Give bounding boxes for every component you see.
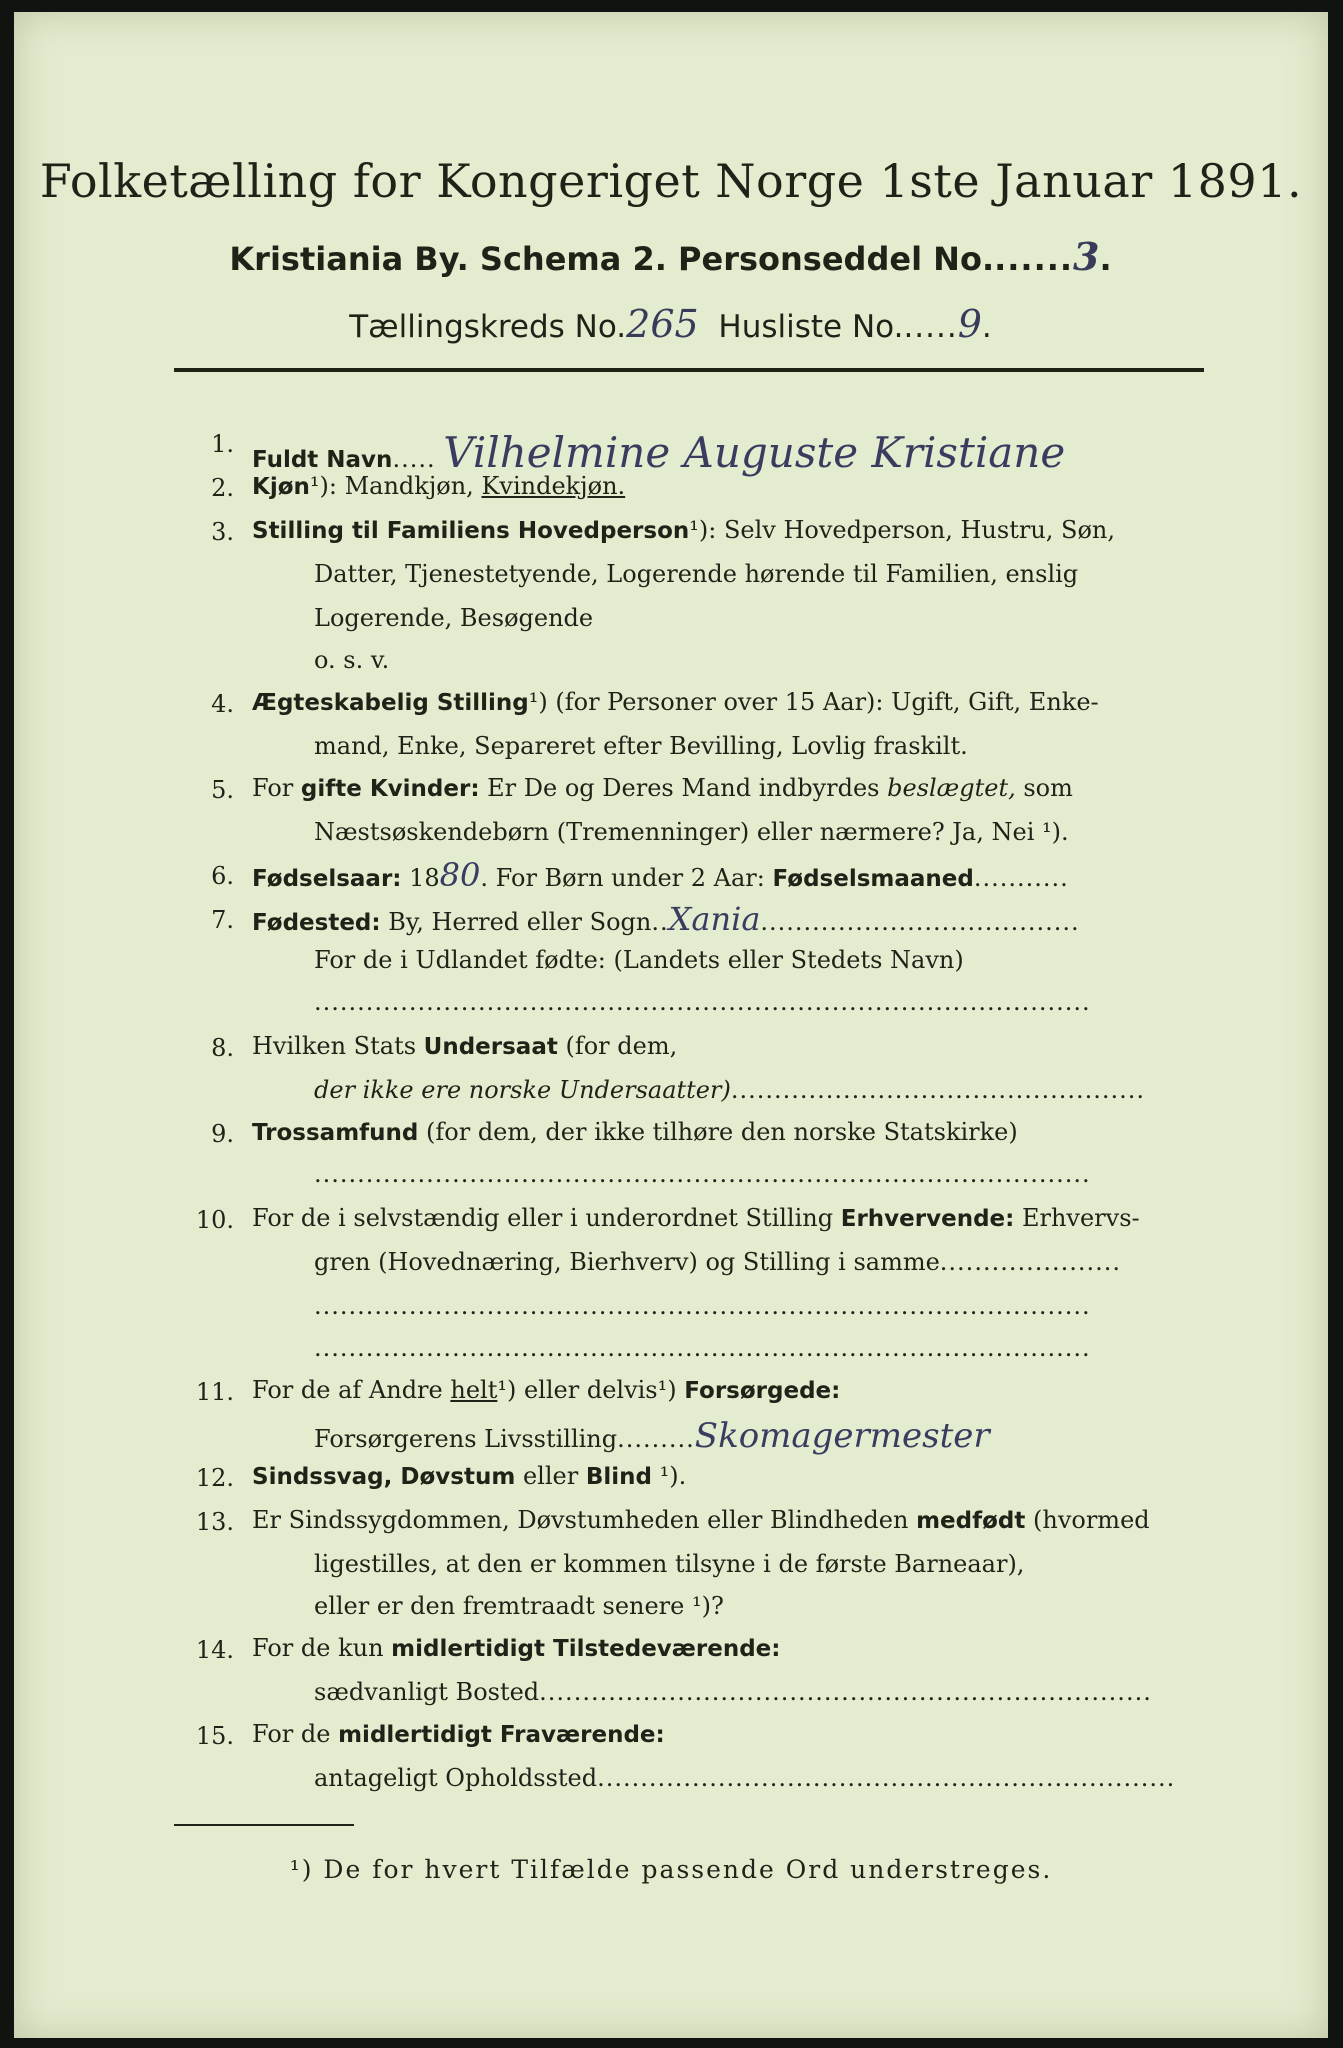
item-marital-status: Ægteskabelig Stilling¹) (for Personer over 15 Aar): Ugift, Gift, Enke- — [252, 688, 1099, 716]
item-number: 4. — [211, 690, 234, 718]
item-continuation: Datter, Tjenestetyende, Logerende hørende til Familien, enslig — [314, 560, 1079, 588]
item-dependents: For de af Andre helt¹) eller delvis¹) Forsørgede: — [252, 1376, 841, 1404]
item-continuation: eller er den fremtraadt senere ¹)? — [314, 1592, 724, 1620]
census-form-page — [14, 12, 1328, 2038]
schema-line: Kristiania By. Schema 2. Personseddel No. — [229, 240, 995, 278]
kreds-label: Tællingskreds No. — [349, 309, 627, 345]
form-title: Folketælling for Kongeriget Norge 1ste Januar 1891. — [39, 154, 1303, 208]
item-continuation: Forsørgerens Livsstilling.........Skomagermester — [314, 1416, 990, 1456]
footnote: ¹) De for hvert Tilfælde passende Ord understreges. — [289, 1855, 1053, 1884]
item-number: 1. — [211, 430, 234, 458]
item-continuation: mand, Enke, Separeret efter Bevilling, Lovlig fraskilt. — [314, 732, 968, 760]
item-continuation: gren (Hovednæring, Bierhverv) og Stilling i samme..................... — [314, 1248, 1122, 1276]
item-religion: Trossamfund (for dem, der ikke tilhøre den norske Statskirke) — [252, 1118, 1018, 1146]
item-number: 7. — [211, 906, 234, 934]
item-number: 13. — [195, 1508, 234, 1536]
item-continuation: Næstsøskendebørn (Tremenninger) eller nærmere? Ja, Nei ¹). — [314, 818, 1069, 846]
kreds-line: Tællingskreds No.265 Husliste No......9. — [349, 302, 993, 346]
item-birth-year: Fødselsaar: 1880. For Børn under 2 Aar: Fødselsmaaned........... — [252, 856, 1069, 894]
item-continuation: Logerende, Besøgende — [314, 604, 594, 632]
item-family-position: Stilling til Familiens Hovedperson¹): Selv Hovedperson, Hustru, Søn, — [252, 516, 1116, 544]
item-number: 15. — [195, 1722, 234, 1750]
handwritten-provider-occupation: Skomagermester — [694, 1416, 990, 1456]
item-continuation: der ikke ere norske Undersaatter)................................................ — [314, 1076, 1146, 1104]
item-label: Sindssvag, Døvstum — [252, 1464, 516, 1490]
item-label: Trossamfund — [252, 1120, 419, 1146]
item-sex: Kjøn¹): Mandkjøn, Kvindekjøn. — [252, 472, 626, 500]
underlined-answer: helt — [450, 1376, 498, 1404]
item-label: Undersaat — [423, 1034, 558, 1060]
item-number: 3. — [211, 518, 234, 546]
handwritten-birth-year: 80 — [439, 856, 481, 894]
item-number: 6. — [211, 862, 234, 890]
item-continuation: For de i Udlandet fødte: (Landets eller Stedets Navn) — [314, 946, 964, 974]
item-continuation: o. s. v. — [314, 646, 390, 674]
item-birthplace: Fødested: By, Herred eller Sogn..Xania..................................... — [252, 900, 1080, 938]
personseddel-number: 3 — [1073, 234, 1100, 279]
husliste-label: Husliste No. — [718, 309, 904, 345]
kreds-number: 265 — [626, 302, 699, 346]
handwritten-birthplace: Xania — [668, 900, 761, 938]
item-citizenship: Hvilken Stats Undersaat (for dem, — [252, 1032, 678, 1060]
item-label: medfødt — [916, 1508, 1026, 1534]
dotted-line: .......................................................................................... — [314, 1160, 1091, 1188]
item-label: Kjøn — [252, 474, 310, 500]
item-temporarily-absent: For de midlertidigt Fraværende: — [252, 1720, 665, 1748]
dotted-line: .......................................................................................... — [314, 1292, 1091, 1320]
dotted-line: .......................................................................................... — [314, 988, 1091, 1016]
item-label: Stilling til Familiens Hovedperson — [252, 518, 690, 544]
item-label: gifte Kvinder: — [300, 776, 480, 802]
item-full-name: Fuldt Navn..... Vilhelmine Auguste Kristiane — [252, 428, 1066, 477]
item-congenital: Er Sindssygdommen, Døvstumheden eller Blindheden medfødt (hvormed — [252, 1506, 1150, 1534]
item-number: 14. — [195, 1636, 234, 1664]
item-number: 10. — [195, 1206, 234, 1234]
item-label: midlertidigt Fraværende: — [338, 1722, 665, 1748]
item-continuation: sædvanligt Bosted....................................................................... — [314, 1678, 1152, 1706]
item-married-women: For gifte Kvinder: Er De og Deres Mand indbyrdes beslægtet, som — [252, 774, 1073, 802]
item-label: Fødested: — [252, 910, 381, 936]
form-subtitle: Kristiania By. Schema 2. Personseddel No.......3. — [229, 234, 1113, 279]
item-number: 2. — [211, 474, 234, 502]
footnote-rule — [174, 1824, 354, 1826]
item-label: Ægteskabelig Stilling — [252, 690, 529, 716]
item-label: Erhvervende: — [840, 1206, 1015, 1232]
item-number: 8. — [211, 1034, 234, 1062]
item-label: Fuldt Navn — [252, 447, 393, 473]
item-number: 11. — [195, 1378, 234, 1406]
item-label: Fødselsaar: — [252, 866, 402, 892]
form-items — [14, 12, 1328, 2038]
item-number: 12. — [195, 1464, 234, 1492]
underlined-answer: Kvindekjøn. — [481, 472, 626, 500]
item-number: 9. — [211, 1120, 234, 1148]
item-occupation: For de i selvstændig eller i underordnet Stilling Erhvervende: Erhvervs- — [252, 1204, 1140, 1232]
item-label: Forsørgede: — [684, 1378, 841, 1404]
item-label: midlertidigt Tilstedeværende: — [391, 1636, 781, 1662]
item-temporarily-present: For de kun midlertidigt Tilstedeværende: — [252, 1634, 781, 1662]
handwritten-name: Vilhelmine Auguste Kristiane — [443, 428, 1066, 477]
item-continuation: ligestilles, at den er kommen tilsyne i de første Barneaar), — [314, 1550, 1025, 1578]
item-disability: Sindssvag, Døvstum eller Blind ¹). — [252, 1462, 687, 1490]
item-number: 5. — [211, 776, 234, 804]
dotted-line: .......................................................................................... — [314, 1334, 1091, 1362]
husliste-number: 9 — [957, 302, 982, 346]
item-continuation: antageligt Opholdssted................................................................... — [314, 1764, 1176, 1792]
